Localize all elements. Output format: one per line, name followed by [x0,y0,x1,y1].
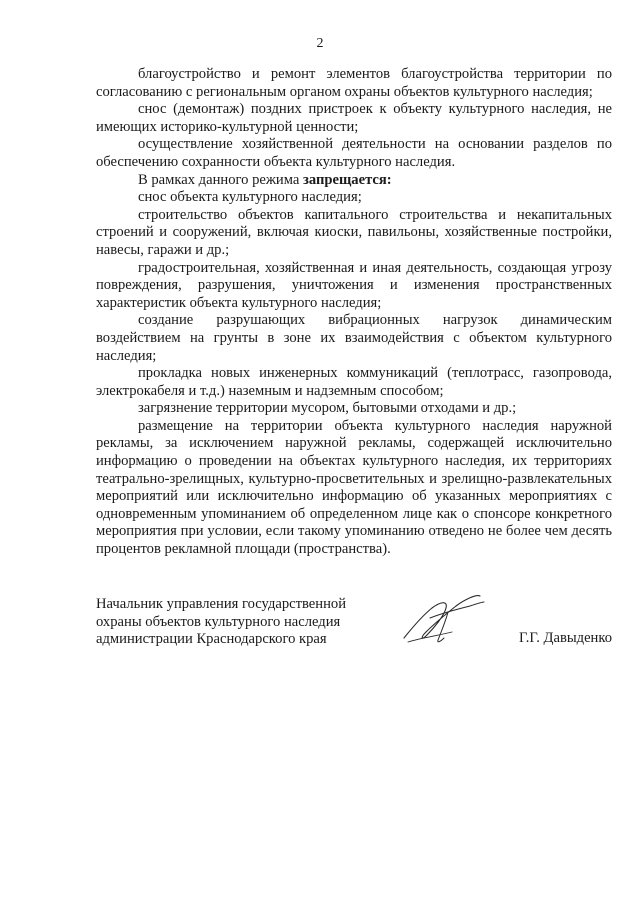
signatory-title-line: охраны объектов культурного наследия [96,613,341,630]
paragraph-economic-activity: осуществление хозяйственной деятельности на основании разделов по обеспечению сохранности объекта культурного наследия. [96,136,612,170]
signature-block [96,596,612,656]
signatory-name: Г.Г. Давыденко [518,630,612,646]
signatory-title-line: Начальник управления государственной [96,596,347,612]
paragraph-demolition-annexes: снос (демонтаж) поздних пристроек к объекту культурного наследия, не имеющих историко-культурной ценности; [96,101,612,135]
paragraph-advertising: размещение на территории объекта культурного наследия наружной рекламы, за исключением наружной рекламы, содержащей исключительно информацию о проведении на объектах культурного наследия, их территориях театрально-зрелищных, культурно-просветительных и зрелищно-развлекательных мероприятий или исключительно информацию об указанных мероприятиях с одновременным упоминанием об определенном лице как о спонсоре конкретного мероприятия при условии, если такому упоминанию отведено не более чем десять процентов рекламной площади (пространства). [96,417,612,558]
page-number: 2 [316,36,324,51]
paragraph-regime-intro [96,172,612,190]
document-body [96,66,612,559]
handwritten-signature [396,588,486,650]
paragraph-utilities: прокладка новых инженерных коммуникаций (теплотрасс, газопровода, электрокабеля и т.д.) наземным и надземным способом; [96,365,612,399]
paragraph-construction: строительство объектов капитального строительства и некапитальных строений и сооружений, включая киоски, павильоны, хозяйственные постройки, навесы, гаражи и др.; [96,206,612,258]
regime-intro-emphasis: запрещается: [303,171,392,188]
paragraph-vibration-loads: создание разрушающих вибрационных нагрузок динамическим воздействием на грунты в зоне их взаимодействия с объектом культурного наследия; [96,312,612,364]
paragraph-improvement: благоустройство и ремонт элементов благоустройства территории по согласованию с региональным органом охраны объектов культурного наследия; [96,66,612,100]
signatory-title [96,596,396,649]
paragraph-urban-activity: градостроительная, хозяйственная и иная деятельность, создающая угрозу повреждения, разрушения, уничтожения и изменения пространственных характеристик объекта культурного наследия; [96,259,612,311]
paragraph-pollution: загрязнение территории мусором, бытовыми отходами и др.; [138,400,517,417]
regime-intro-prefix: В рамках данного режима [138,171,303,188]
paragraph-demolition-object: снос объекта культурного наследия; [138,189,362,206]
signatory-title-line: администрации Краснодарского края [96,631,327,648]
